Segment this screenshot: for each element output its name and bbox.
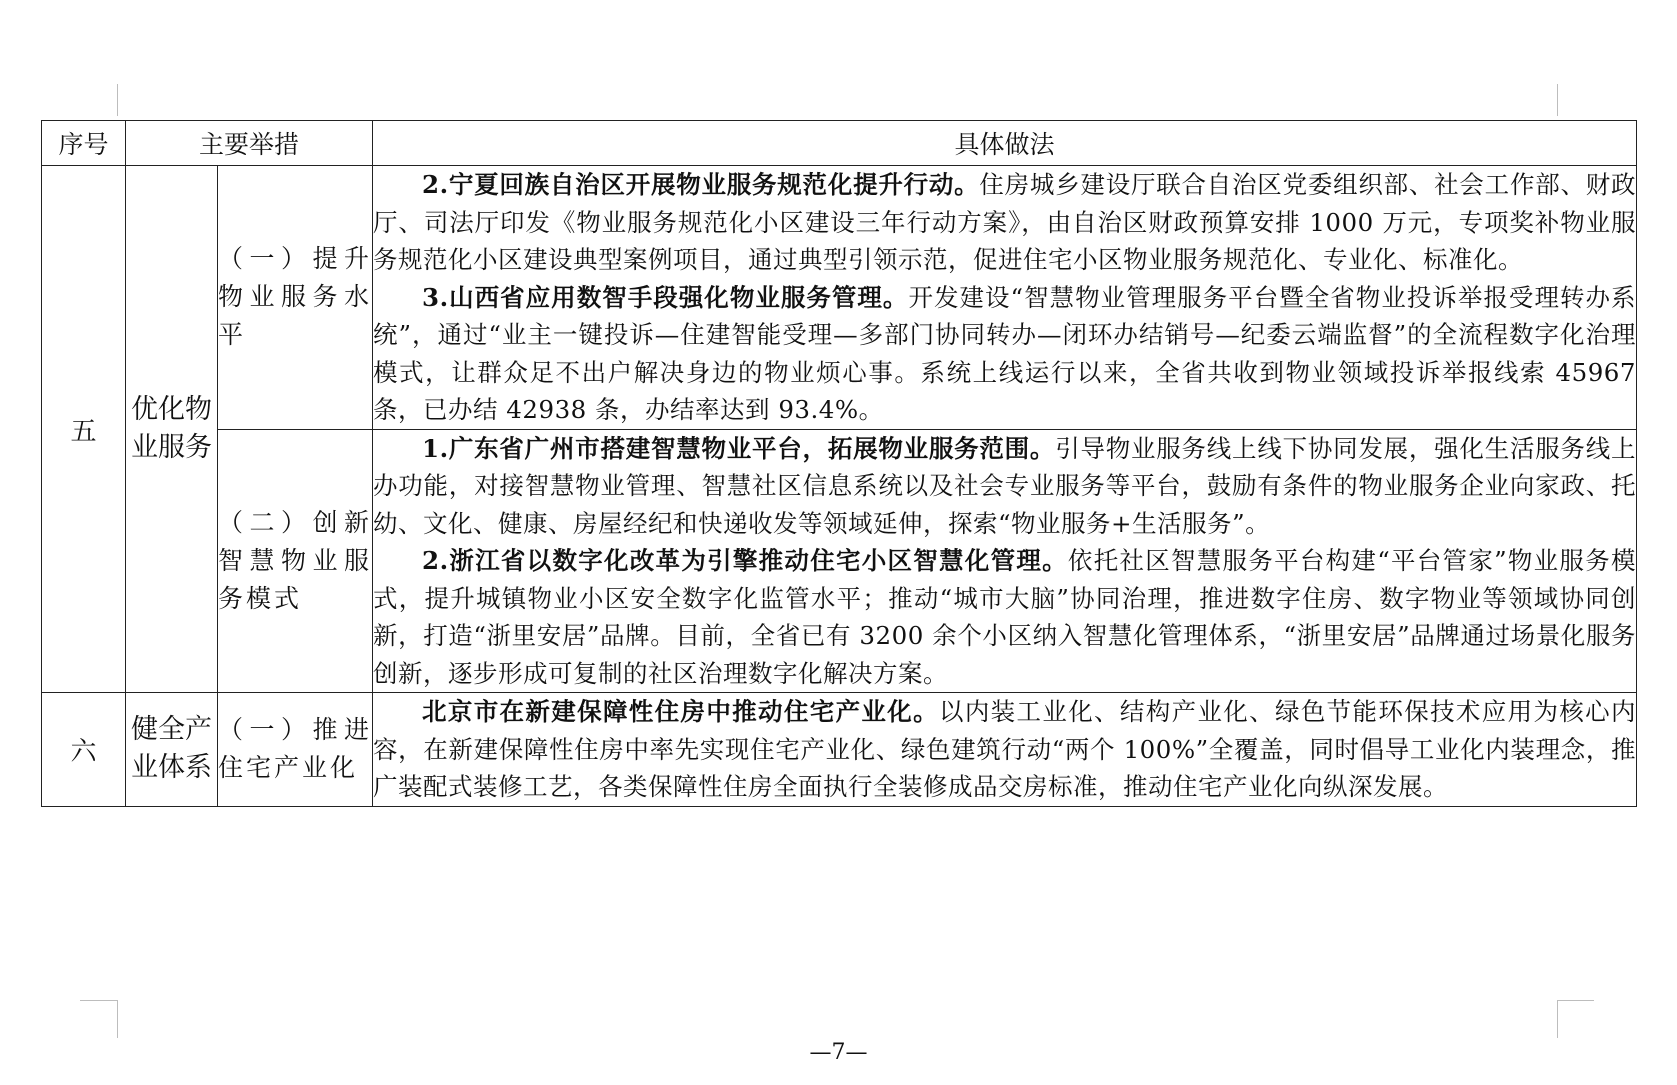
header-measures: 主要举措 [126,121,373,166]
practice-paragraph [373,693,1636,806]
practice-paragraph [373,430,1636,543]
practice-lead: 3.山西省应用数智手段强化物业服务管理。 [422,282,909,312]
practice-paragraph [373,279,1636,429]
table-row [42,429,1637,693]
seq-cell: 五 [42,166,126,693]
practice-text: 开发建设“智慧物业管理服务平台暨全省物业投诉举报受理转办系统”，通过“业主一键投诉—住建智能受理—多部门协同转办—闭环办结销号—纪委云端监督”的全流程数字化治理模式，让群众足不出户解决身边的物业烦心事。系统上线运行以来，全省共收到物业领域投诉举报线索 45967 条，已办结 42938 条，办结率达到 93.4%。 [373,282,1636,424]
practice-paragraph [373,542,1636,692]
crop-mark-bottom-right-h [1557,1000,1594,1001]
practice-lead: 2.宁夏回族自治区开展物业服务规范化提升行动。 [422,170,980,199]
practice-text: 依托社区智慧服务平台构建“平台管家”物业服务模式，提升城镇物业小区安全数字化监管水平；推动“城市大脑”协同治理，推进数字住房、数字物业等领域协同创新，打造“浙里安居”品牌。目前，全省已有 3200 余个小区纳入智慧化管理体系，“浙里安居”品牌通过场景化服务创新，逐步形成可复制的社区治理数字化解决方案。 [373,546,1636,688]
practice-cell [373,166,1637,430]
practice-text: 引导物业服务线上线下协同发展，强化生活服务线上办功能，对接智慧物业管理、智慧社区信息系统以及社会专业服务等平台，鼓励有条件的物业服务企业向家政、托幼、文化、健康、房屋经纪和快递收发等领域延伸，探索“物业服务+生活服务”。 [373,433,1637,538]
crop-mark-bottom-left-h [80,1000,117,1001]
page-number: —7— [809,1040,868,1065]
practice-lead: 1.广东省广州市搭建智慧物业平台，拓展物业服务范围。 [422,433,1056,463]
measures-table [41,120,1637,807]
crop-mark-top-right [1557,84,1558,116]
table-row [42,693,1637,807]
practice-cell [373,693,1637,807]
header-practice: 具体做法 [373,121,1637,166]
practice-lead: 北京市在新建保障性住房中推动住宅产业化。 [422,697,939,726]
practice-paragraph [373,166,1636,279]
practice-cell [373,429,1637,693]
measure-cell: 优化物业服务 [126,166,218,693]
seq-cell: 六 [42,693,126,807]
practice-text: 住房城乡建设厅联合自治区党委组织部、社会工作部、财政厅、司法厅印发《物业服务规范化小区建设三年行动方案》，由自治区财政预算安排 1000 万元，专项奖补物业服务规范化小区建设典型案例项目，通过典型引领示范，促进住宅小区物业服务规范化、专业化、标准化。 [373,170,1637,274]
practice-text: 以内装工业化、结构产业化、绿色节能环保技术应用为核心内容，在新建保障性住房中率先实现住宅产业化、绿色建筑行动“两个 100%”全覆盖，同时倡导工业化内装理念，推广装配式装修工艺，各类保障性住房全面执行全装修成品交房标准，推动住宅产业化向纵深发展。 [373,697,1637,801]
measure-cell: 健全产业体系 [126,693,218,807]
practice-lead: 2.浙江省以数字化改革为引擎推动住宅小区智慧化管理。 [422,546,1068,575]
table-row [42,166,1637,430]
header-row [42,121,1637,166]
sub-measure-cell: （二）创新智慧物业服务模式 [218,429,373,693]
crop-mark-bottom-right [1557,1000,1558,1038]
sub-measure-cell: （一）推进住宅产业化 [218,693,373,807]
sub-measure-cell: （一）提升物业服务水平 [218,166,373,430]
crop-mark-top-left [117,84,118,116]
header-seq: 序号 [42,121,126,166]
crop-mark-bottom-left [117,1000,118,1038]
